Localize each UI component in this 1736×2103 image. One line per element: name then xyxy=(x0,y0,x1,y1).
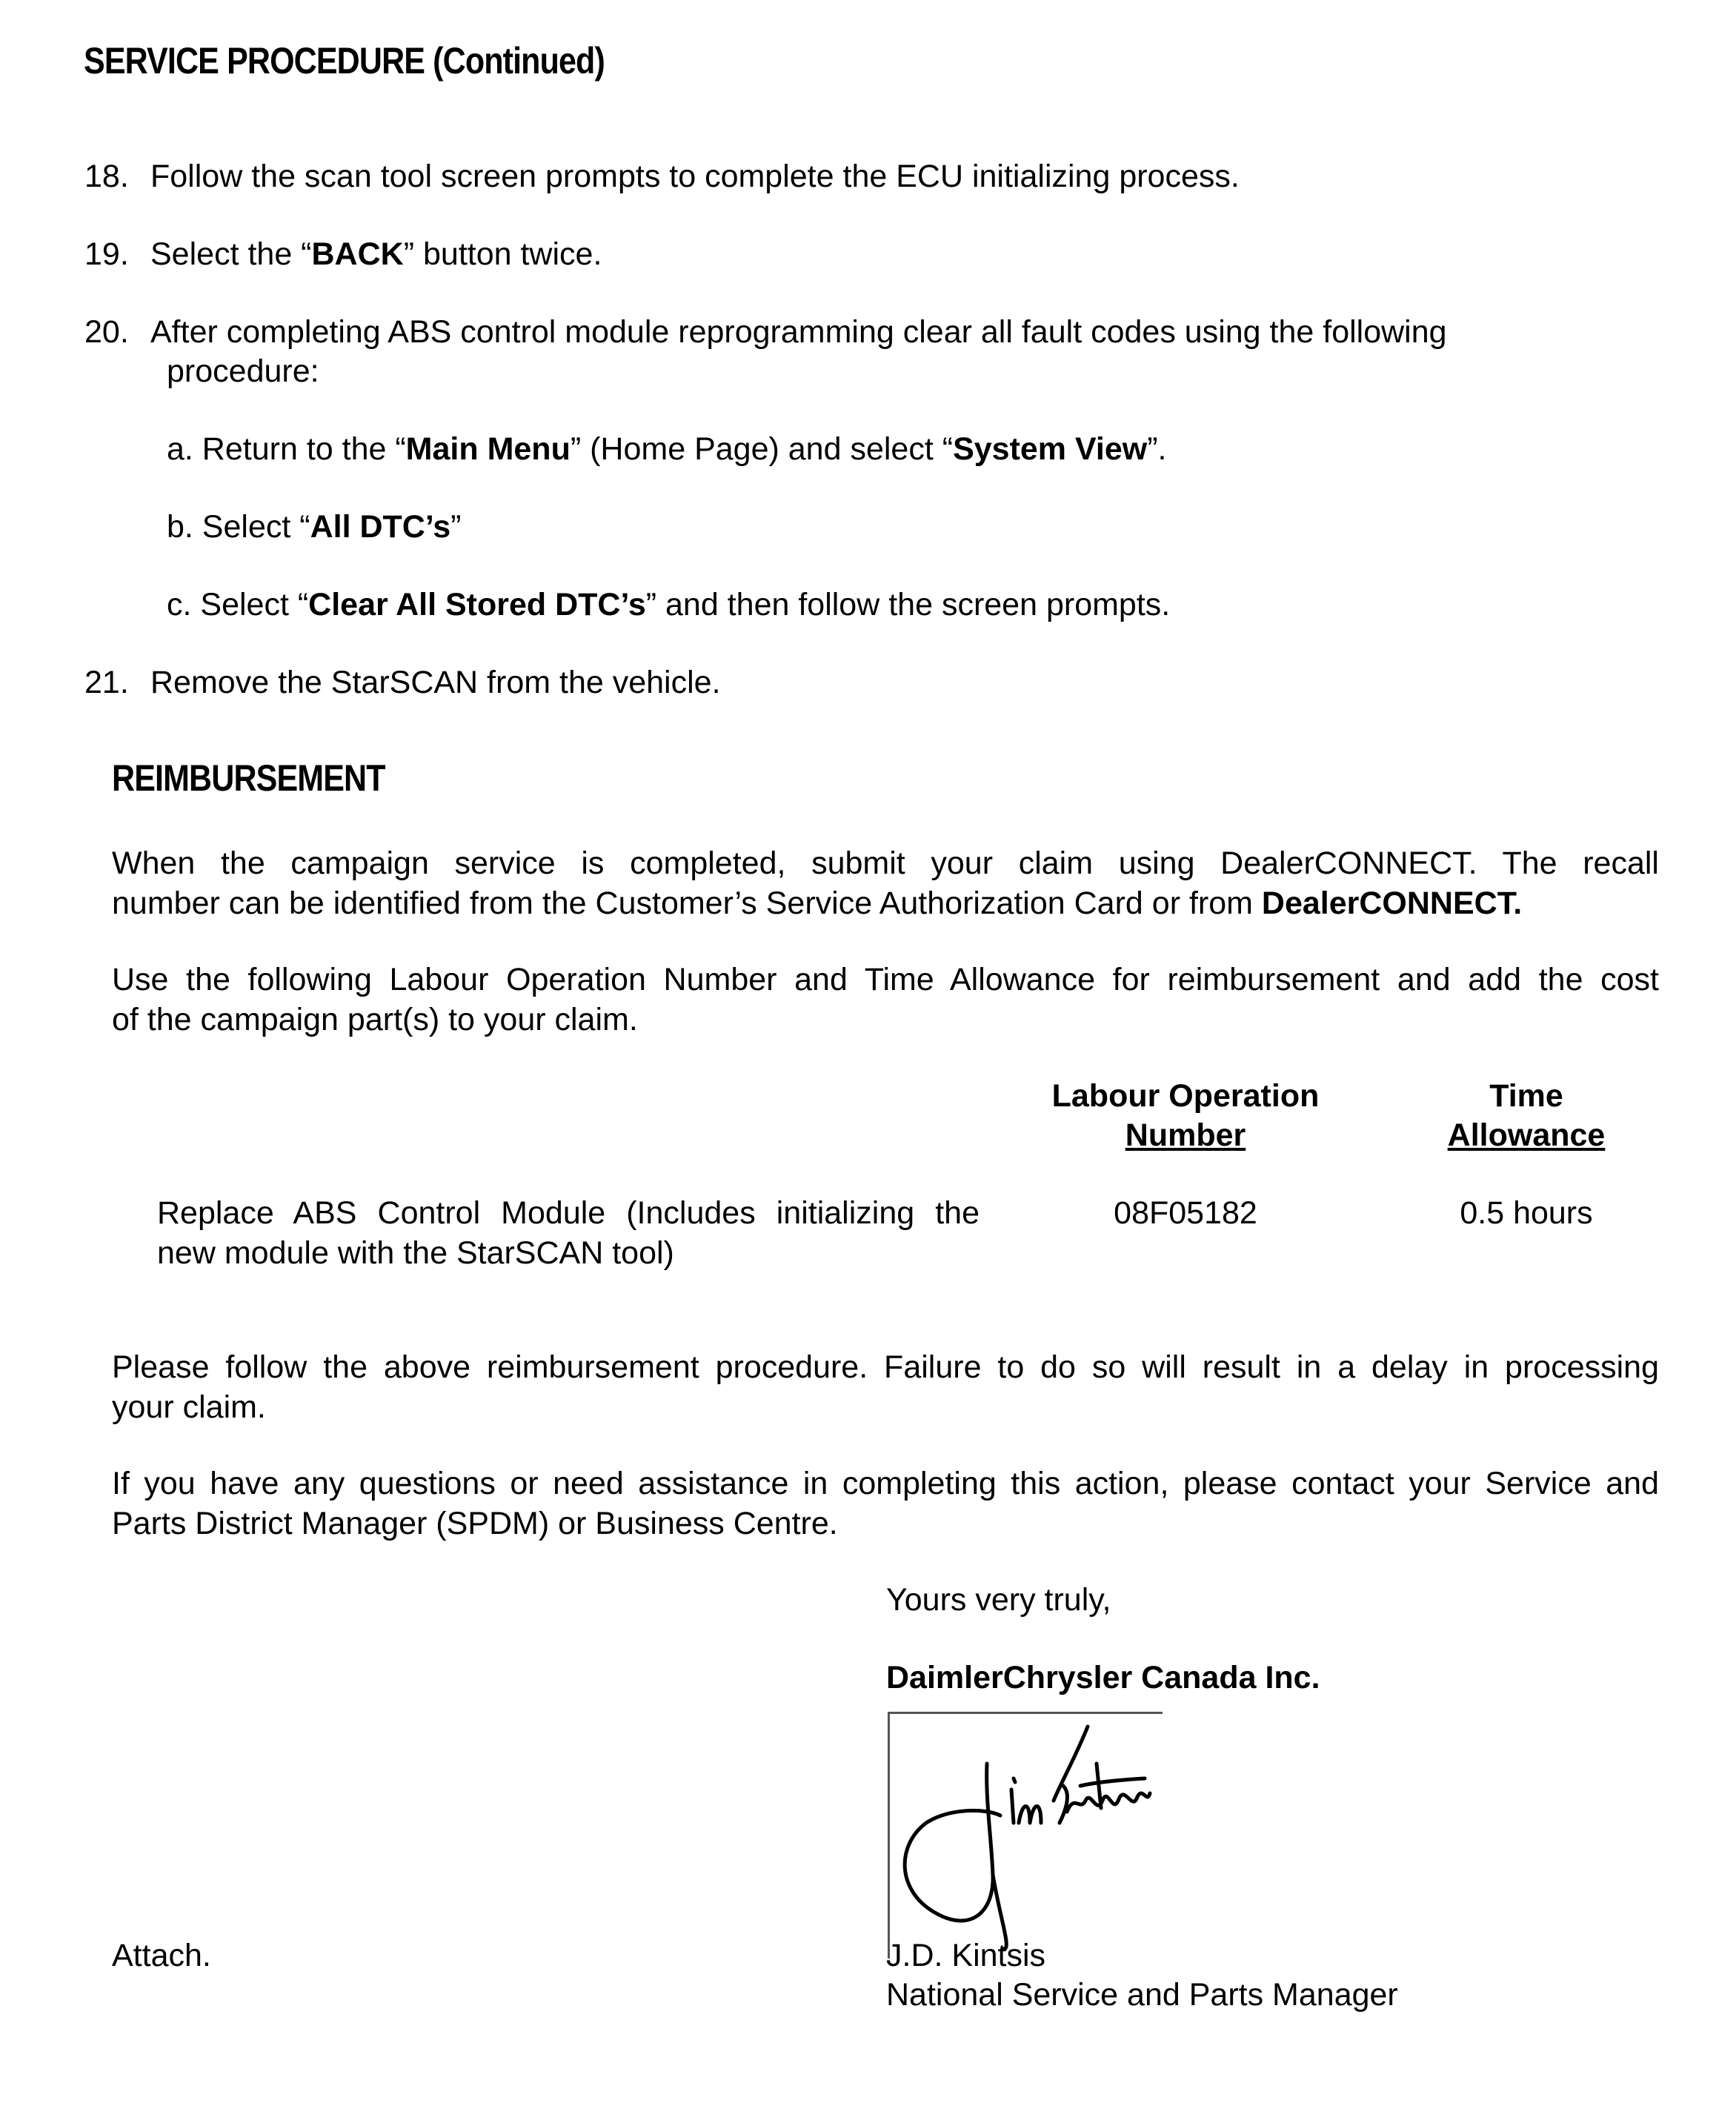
step-number-19: 19. xyxy=(84,236,129,272)
step-text-21: Remove the StarSCAN from the vehicle. xyxy=(150,665,721,700)
step-number-21: 21. xyxy=(84,665,129,700)
signatory-title: National Service and Parts Manager xyxy=(886,1977,1398,2013)
step-text-20-line1: After completing ABS control module reprogramming clear all fault codes using the following xyxy=(150,314,1447,350)
company-name: DaimlerChrysler Canada Inc. xyxy=(886,1660,1320,1695)
reimbursement-paragraph-4: If you have any questions or need assistance in completing this action, please contact your Service and Parts District Manager (SPDM) or Business Centre. xyxy=(112,1466,1659,1541)
step-text-18: Follow the scan tool screen prompts to complete the ECU initializing process. xyxy=(150,159,1240,194)
table-header-number: Number xyxy=(1125,1117,1246,1153)
substep-b: b. Select “All DTC’s” xyxy=(167,509,462,545)
section-heading-service: SERVICE PROCEDURE (Continued) xyxy=(84,40,605,82)
table-cell-labour-op-number: 08F05182 xyxy=(1114,1195,1257,1231)
step-number-18: 18. xyxy=(84,159,129,194)
table-row-description: Replace ABS Control Module (Includes initializing the new module with the StarSCAN tool) xyxy=(157,1195,980,1271)
closing-salutation: Yours very truly, xyxy=(886,1582,1111,1618)
step-number-20: 20. xyxy=(84,314,129,350)
reimbursement-paragraph-3: Please follow the above reimbursement procedure. Failure to do so will result in a delay in processing your claim. xyxy=(112,1349,1659,1425)
attachment-note: Attach. xyxy=(112,1938,211,1973)
signature-image xyxy=(882,1712,1178,1956)
table-cell-time-allowance: 0.5 hours xyxy=(1460,1195,1593,1231)
signatory-name: J.D. Kintsis xyxy=(886,1938,1046,1973)
table-header-allowance: Allowance xyxy=(1447,1117,1606,1153)
reimbursement-paragraph-2: Use the following Labour Operation Number and Time Allowance for reimbursement and add the cost of the campaign part(s) to your claim. xyxy=(112,962,1659,1037)
reimbursement-paragraph-1: When the campaign service is completed, submit your claim using DealerCONNECT. The recall number can be identified from the Customer’s Service Authorization Card or from DealerCONNECT. xyxy=(112,845,1659,921)
table-header-labour-operation: Labour Operation xyxy=(1051,1078,1320,1114)
step-text-20-line2: procedure: xyxy=(167,353,319,389)
substep-c: c. Select “Clear All Stored DTC’s” and then follow the screen prompts. xyxy=(167,587,1171,622)
table-header-time: Time xyxy=(1489,1078,1563,1114)
section-heading-reimbursement: REIMBURSEMENT xyxy=(112,757,385,799)
step-text-19: Select the “BACK” button twice. xyxy=(150,236,602,272)
substep-a: a. Return to the “Main Menu” (Home Page) and select “System View”. xyxy=(167,431,1167,467)
